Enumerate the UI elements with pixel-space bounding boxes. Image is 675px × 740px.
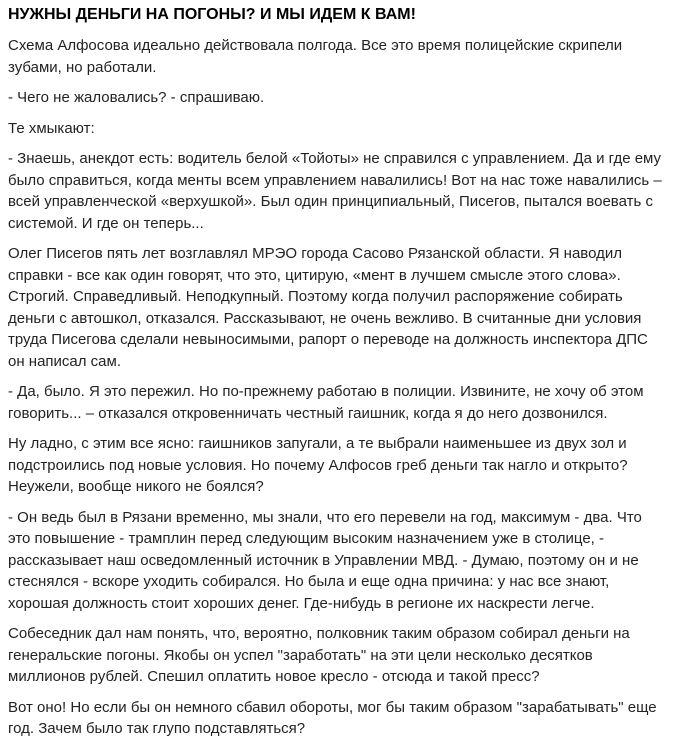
article-title: НУЖНЫ ДЕНЬГИ НА ПОГОНЫ? И МЫ ИДЕМ К ВАМ!: [8, 6, 416, 23]
paragraph: - Чего не жаловались? - спрашиваю.: [8, 89, 265, 106]
paragraph: Ну ладно, с этим все ясно: гаишников запугали, а те выбрали наименьшее из двух зол и подстроились под новые условия. Но почему Алфосов греб деньги так нагло и открыто? Неужели, вообще никого не боялся?: [8, 435, 628, 495]
article-body: [8, 35, 667, 740]
paragraph: Собеседник дал нам понять, что, вероятно, полковник таким образом собирал деньги на генеральские погоны. Якобы он успел "заработать" на эти цели несколько десятков миллионов рублей. Спешил оплатить новое кресло - отсюда и такой пресс?: [8, 625, 630, 685]
paragraph: Вот оно! Но если бы он немного сбавил обороты, мог бы таким образом "зарабатывать" еще год. Зачем было так глупо подставляться?: [8, 698, 657, 737]
paragraph: - Он ведь был в Рязани временно, мы знали, что его перевели на год, максимум - два. Что это повышение - трамплин перед следующим высоким назначением уже в столице, - рассказывает наш осведомленный источник в Управлении МВД. - Думаю, поэтому он и не стеснялся - вскоре уходить собирался. Но была и еще одна причина: у нас все знают, хорошая должность стоит хороших денег. Где-нибудь в регионе их наскрести легче.: [8, 508, 642, 612]
paragraph: Схема Алфосова идеально действовала полгода. Все это время полицейские скрипели зубами, но работали.: [8, 37, 623, 76]
paragraph: Те хмыкают:: [8, 119, 95, 137]
paragraph: - Да, было. Я это пережил. Но по-прежнему работаю в полиции. Извините, не хочу об этом говорить... – отказался откровенничать честный гаишник, когда я до него дозвонился.: [8, 383, 644, 422]
paragraph: Олег Писегов пять лет возглавлял МРЭО города Сасово Рязанской области. Я наводил справки - все как один говорят, что это, цитирую, «мент в лучшем смысле этого слова». Строгий. Справедливый. Неподкупный. Поэтому когда получил распоряжение собирать деньги с автошкол, отказался. Рассказывают, не очень вежливо. В считанные дни условия труда Писегова сделали невыносимыми, рапорт о переводе на должность инспектора ДПС он написал сам.: [8, 245, 648, 370]
paragraph: - Знаешь, анекдот есть: водитель белой «Тойоты» не справился с управлением. Да и где ему было справиться, когда менты всем управлением навалились! Вот на нас тоже навалились – всей управленческой «верхушкой». Был один принципиальный, Писегов, пытался воевать с системой. И где он теперь...: [8, 150, 662, 232]
